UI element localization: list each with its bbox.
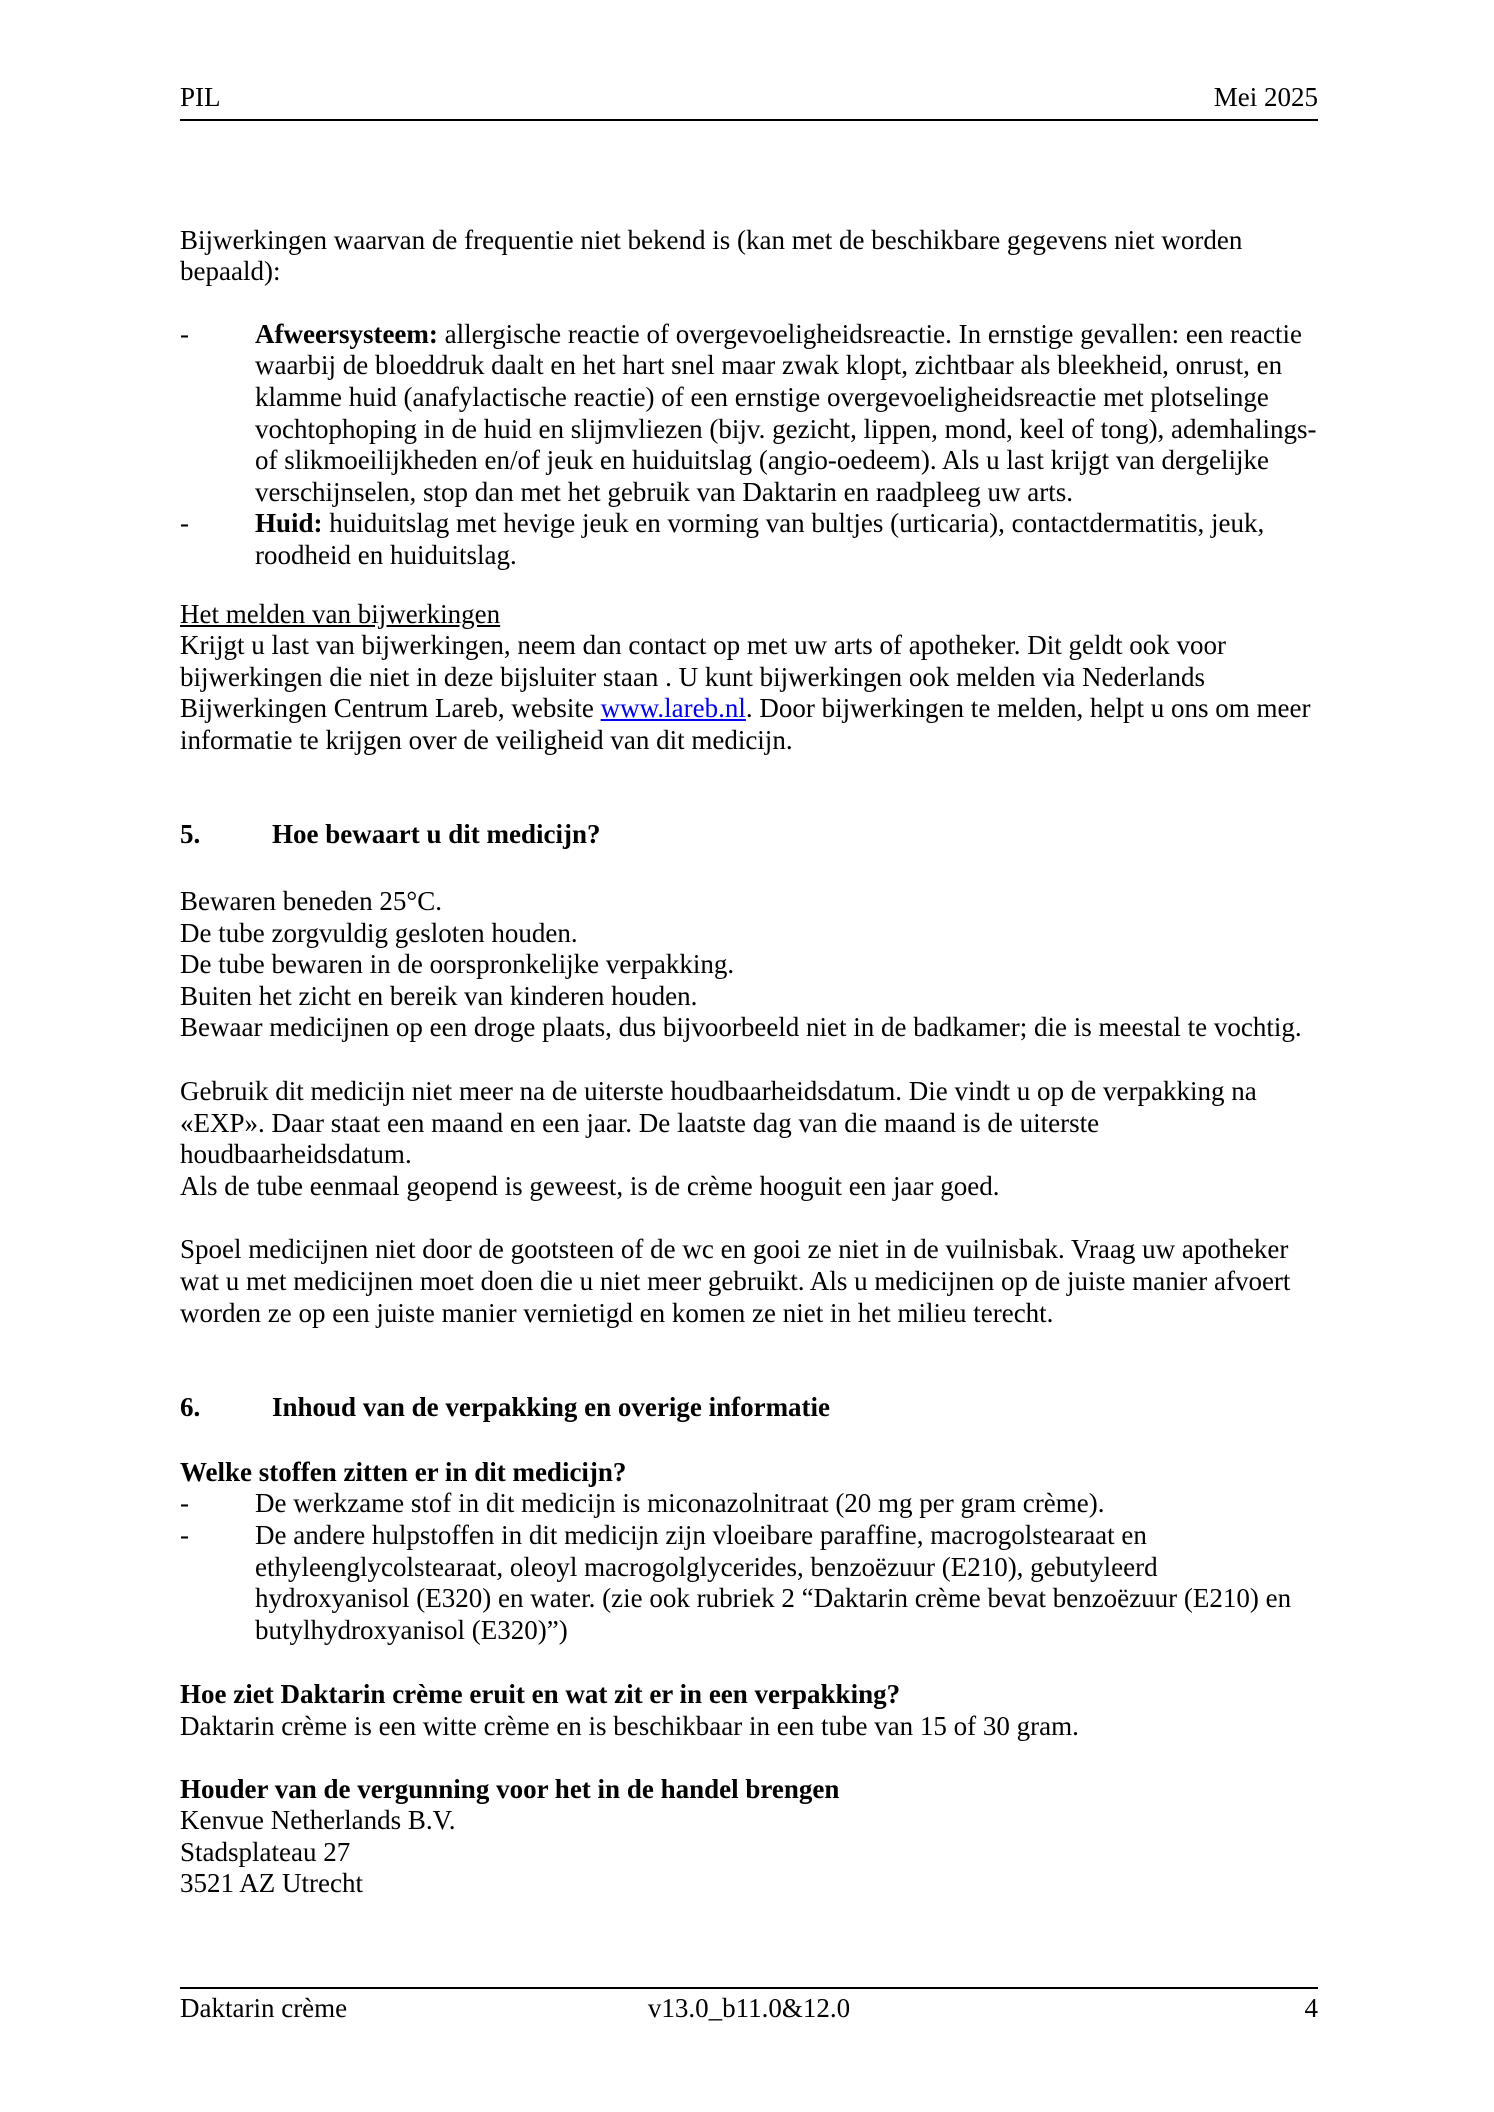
bullet-term: Afweersysteem: bbox=[255, 318, 438, 349]
storage-instruction: Bewaar medicijnen op een droge plaats, dus bijvoorbeeld niet in de badkamer; die is meestal te vochtig. bbox=[180, 1012, 1302, 1043]
opened-tube-line: Als de tube eenmaal geopend is geweest, is de crème hooguit een jaar goed. bbox=[180, 1170, 1000, 1201]
storage-instruction: De tube bewaren in de oorspronkelijke verpakking. bbox=[180, 949, 735, 980]
ingredients-list bbox=[180, 1488, 1318, 1646]
bullet-text: De werkzame stof in dit medicijn is miconazolnitraat (20 mg per gram crème). bbox=[255, 1488, 1105, 1519]
page-header bbox=[180, 0, 1318, 121]
section-number: 6. bbox=[180, 1392, 201, 1423]
license-holder-line: Kenvue Netherlands B.V. bbox=[180, 1805, 456, 1836]
section-number: 5. bbox=[180, 818, 201, 849]
footer-version: v13.0_b11.0&12.0 bbox=[647, 1993, 851, 2023]
bullet-dash: - bbox=[180, 1520, 189, 1550]
bullet-dash: - bbox=[180, 508, 189, 539]
side-effects-list bbox=[180, 319, 1318, 572]
storage-instructions bbox=[180, 886, 1318, 1044]
reporting-paragraph bbox=[180, 630, 1318, 756]
reporting-text-after: . Door bijwerkingen te melden, helpt u ons om meer informatie te krijgen over de veiligheid van dit medicijn. bbox=[180, 693, 1311, 755]
bullet-text: allergische reactie of overgevoeligheidsreactie. In ernstige gevallen: een reactie waarbij de bloeddruk daalt en het hart snel maar zwak klopt, zichtbaar als bleekheid, onrust, en klamme huid (anafylactische reactie) of een ernstige overgevoeligheidsreactie met plotselinge vochtophoping in de huid en slijmvliezen (bijv. gezicht, lippen, mond, keel of tong), ademhalings- of slikmoeilijkheden en/of jeuk en huiduitslag (angio-oedeem). Als u last krijgt van dergelijke verschijnselen, stop dan met het gebruik van Daktarin en raadpleeg uw arts. bbox=[255, 318, 1317, 507]
license-holder-block bbox=[180, 1805, 1318, 1900]
list-item bbox=[180, 508, 1318, 571]
lareb-link[interactable]: www.lareb.nl bbox=[600, 693, 746, 724]
intro-paragraph: Bijwerkingen waarvan de frequentie niet bekend is (kan met de beschikbare gegevens niet worden bepaald): bbox=[180, 224, 1243, 287]
section-title: Inhoud van de verpakking en overige informatie bbox=[272, 1392, 831, 1423]
page-footer bbox=[180, 1987, 1318, 2025]
footer-product-name: Daktarin crème bbox=[180, 1993, 348, 2023]
storage-instruction: Bewaren beneden 25°C. bbox=[180, 886, 442, 917]
footer-page-number: 4 bbox=[1304, 1993, 1318, 2023]
list-item bbox=[180, 319, 1318, 509]
bullet-term: Huid: bbox=[255, 508, 323, 539]
ingredient-item bbox=[180, 1488, 1318, 1520]
header-left-text: PIL bbox=[180, 82, 221, 112]
license-holder-line: Stadsplateau 27 bbox=[180, 1836, 351, 1867]
appearance-heading: Hoe ziet Daktarin crème eruit en wat zit er in een verpakking? bbox=[180, 1679, 901, 1710]
license-holder-line: 3521 AZ Utrecht bbox=[180, 1868, 363, 1899]
expiry-paragraph: Gebruik dit medicijn niet meer na de uiterste houdbaarheidsdatum. Die vindt u op de verpakking na «EXP». Daar staat een maand en een jaar. De laatste dag van die maand is de uiterste houdbaarheidsdatum. bbox=[180, 1076, 1257, 1170]
section-5-heading bbox=[180, 819, 1318, 851]
bullet-dash: - bbox=[180, 1488, 189, 1519]
reporting-text-before: Krijgt u last van bijwerkingen, neem dan contact op met uw arts of apotheker. Dit geldt ook voor bijwerkingen die niet in deze bijsluiter staan . U kunt bijwerkingen ook melden via Nederlands Bijwerkingen Centrum Lareb, website bbox=[180, 630, 1226, 724]
ingredients-heading: Welke stoffen zitten er in dit medicijn? bbox=[180, 1456, 627, 1487]
reporting-heading: Het melden van bijwerkingen bbox=[180, 598, 501, 629]
bullet-text: De andere hulpstoffen in dit medicijn zijn vloeibare paraffine, macrogolstearaat en ethyleenglycolstearaat, oleoyl macrogolglycerides, benzoëzuur (E210), gebutyleerd hydroxyanisol (E320) en water. (zie ook rubriek 2 “Daktarin crème bevat benzoëzuur (E210) en butylhydroxyanisol (E320)”) bbox=[255, 1520, 1292, 1645]
page-content bbox=[180, 0, 1318, 1900]
header-right-text: Mei 2025 bbox=[1213, 82, 1318, 112]
section-title: Hoe bewaart u dit medicijn? bbox=[272, 818, 601, 849]
section-6-heading bbox=[180, 1392, 1318, 1424]
bullet-text: huiduitslag met hevige jeuk en vorming van bultjes (urticaria), contactdermatitis, jeuk, roodheid en huiduitslag. bbox=[255, 508, 1265, 570]
license-holder-heading: Houder van de vergunning voor het in de handel brengen bbox=[180, 1773, 840, 1804]
ingredient-item bbox=[180, 1520, 1318, 1646]
disposal-paragraph: Spoel medicijnen niet door de gootsteen of de wc en gooi ze niet in de vuilnisbak. Vraag uw apotheker wat u met medicijnen moet doen die u niet meer gebruikt. Als u medicijnen op de juiste manier afvoert worden ze op een juiste manier vernietigd en komen ze niet in het milieu terecht. bbox=[180, 1234, 1291, 1328]
storage-instruction: Buiten het zicht en bereik van kinderen houden. bbox=[180, 980, 698, 1011]
bullet-dash: - bbox=[180, 318, 189, 349]
storage-instruction: De tube zorgvuldig gesloten houden. bbox=[180, 917, 578, 948]
appearance-text: Daktarin crème is een witte crème en is beschikbaar in een tube van 15 of 30 gram. bbox=[180, 1710, 1079, 1741]
